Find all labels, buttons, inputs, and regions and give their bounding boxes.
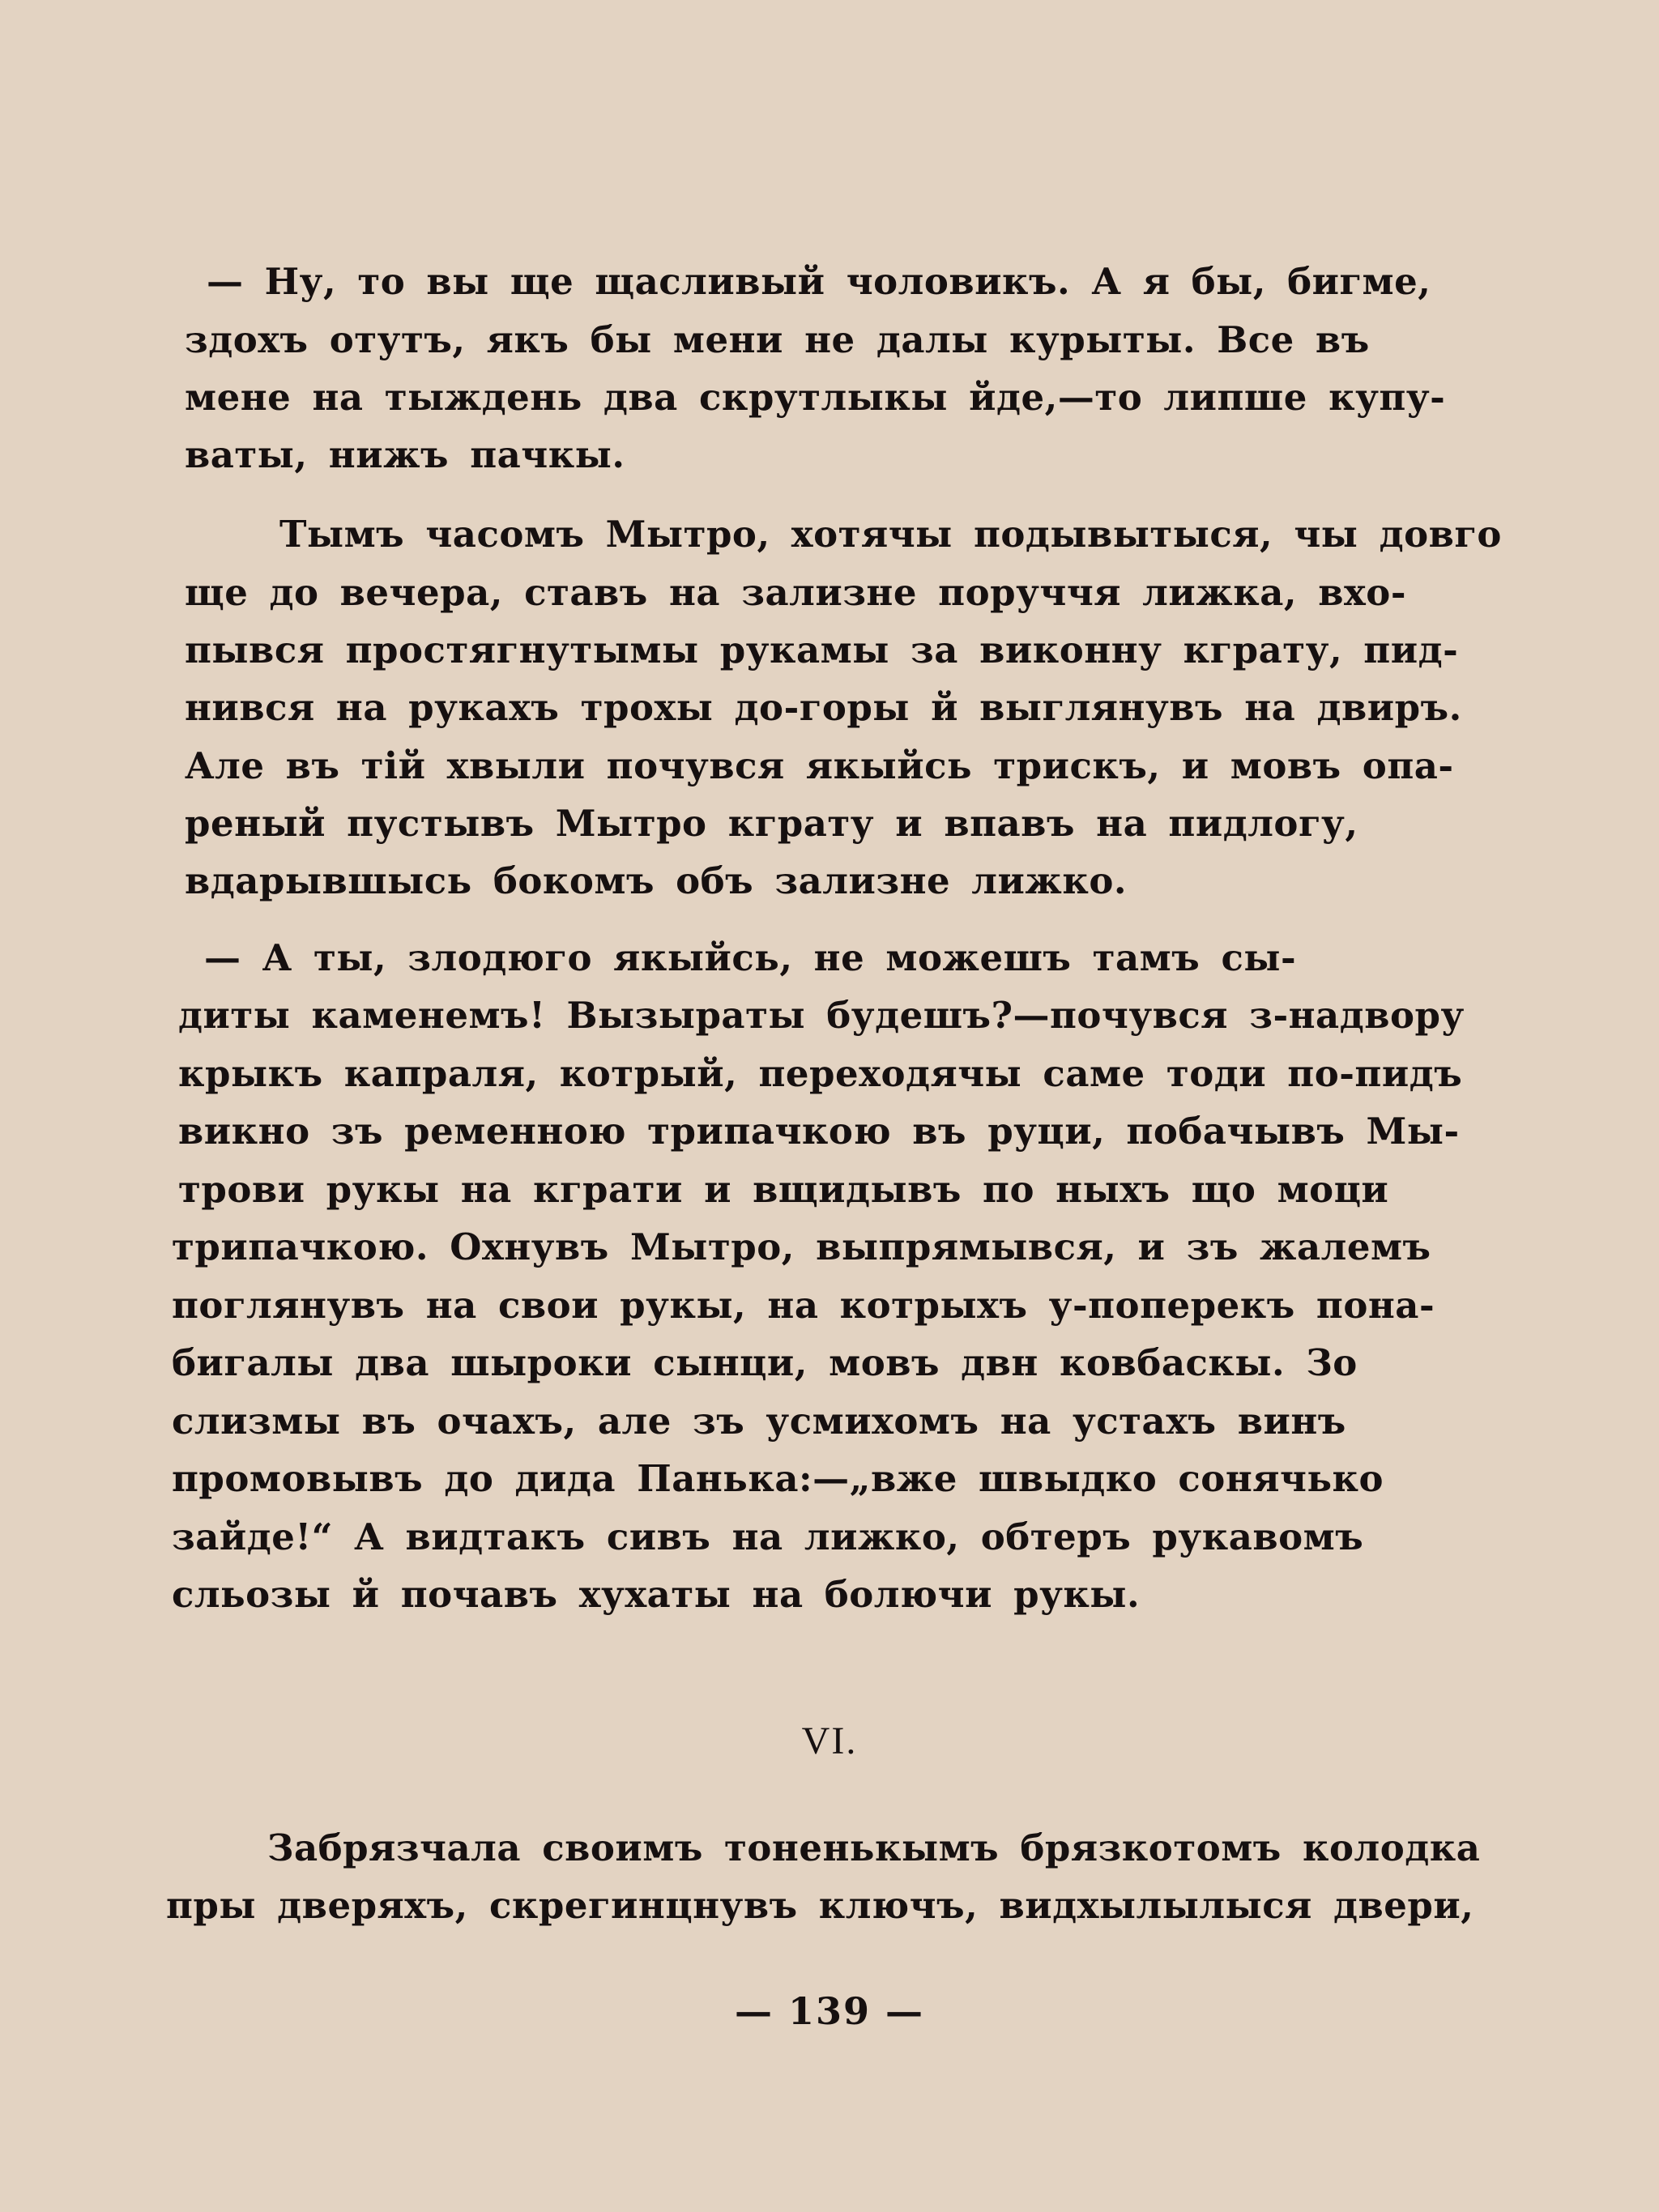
page-number: — 139 — xyxy=(734,1989,925,2033)
paragraph-3-line-11: зайде!“ А видтакъ сивъ на лижко, обтеръ рукавомъ xyxy=(172,1515,1364,1558)
paragraph-2-line-4: нився на рукахъ трохы до-горы й выглянувъ на двиръ. xyxy=(185,686,1462,729)
paragraph-4-line-2: пры дверяхъ, скрегинцнувъ ключъ, видхылылыся двери, xyxy=(166,1884,1474,1927)
paragraph-3-line-9: слизмы въ очахъ, але зъ усмихомъ на устахъ винъ xyxy=(172,1400,1346,1443)
paragraph-4-line-1: Забрязчала своимъ тоненькымъ брязкотомъ колодка xyxy=(267,1826,1481,1869)
paragraph-3-line-10: промовывъ до дида Панька:—„вже швыдко сонячько xyxy=(172,1457,1384,1500)
chapter-heading: VI. xyxy=(801,1720,858,1762)
paragraph-3-line-8: бигалы два шыроки сынци, мовъ двн ковбаскы. Зо xyxy=(172,1341,1358,1384)
paragraph-2-line-7: вдарывшысь бокомъ объ зализне лижко. xyxy=(185,859,1128,902)
paragraph-3-line-3: крыкъ капраля, котрый, переходячы саме тоди по-пидъ xyxy=(178,1052,1463,1095)
paragraph-2-line-2: ще до вечера, ставъ на зализне поруччя лижка, вхо- xyxy=(185,571,1406,614)
paragraph-1-line-3: мене на тыждень два скрутлыкы йде,—то липше купу- xyxy=(185,376,1446,419)
paragraph-3-line-6: трипачкою. Охнувъ Мытро, выпрямывся, и зъ жалемъ xyxy=(172,1225,1431,1268)
paragraph-3-line-7: поглянувъ на свои рукы, на котрыхъ у-поперекъ пона- xyxy=(172,1284,1435,1327)
paragraph-1-line-1: — Ну, то вы ще щасливый чоловикъ. А я бы, бигме, xyxy=(207,260,1431,303)
paragraph-1-line-2: здохъ отутъ, якъ бы мени не далы курыты. Все въ xyxy=(185,318,1370,361)
paragraph-1-line-4: ваты, нижъ пачкы. xyxy=(185,433,625,476)
paragraph-3-line-12: сльозы й почавъ хухаты на болючи рукы. xyxy=(172,1573,1141,1616)
paragraph-2-line-1: Тымъ часомъ Мытро, хотячы подывытыся, чы довго xyxy=(279,513,1502,556)
paragraph-3-line-5: трови рукы на кграти и вщидывъ по ныхъ що моци xyxy=(178,1168,1389,1211)
paragraph-2-line-3: пывся простягнутымы рукамы за виконну кграту, пид- xyxy=(185,629,1459,671)
paragraph-2-line-5: Але въ тій хвыли почувся якыйсь трискъ, и мовъ опа- xyxy=(185,744,1454,787)
paragraph-3-line-4: викно зъ ременною трипачкою въ руци, побачывъ Мы- xyxy=(178,1110,1460,1153)
paragraph-3-line-2: диты каменемъ! Вызыраты будешъ?—почувся з-надвору xyxy=(178,994,1465,1037)
paragraph-2-line-6: реный пустывъ Мытро кграту и впавъ на пидлогу, xyxy=(185,802,1358,845)
paragraph-3-line-1: — А ты, злодюго якыйсь, не можешъ тамъ сы- xyxy=(204,936,1297,979)
